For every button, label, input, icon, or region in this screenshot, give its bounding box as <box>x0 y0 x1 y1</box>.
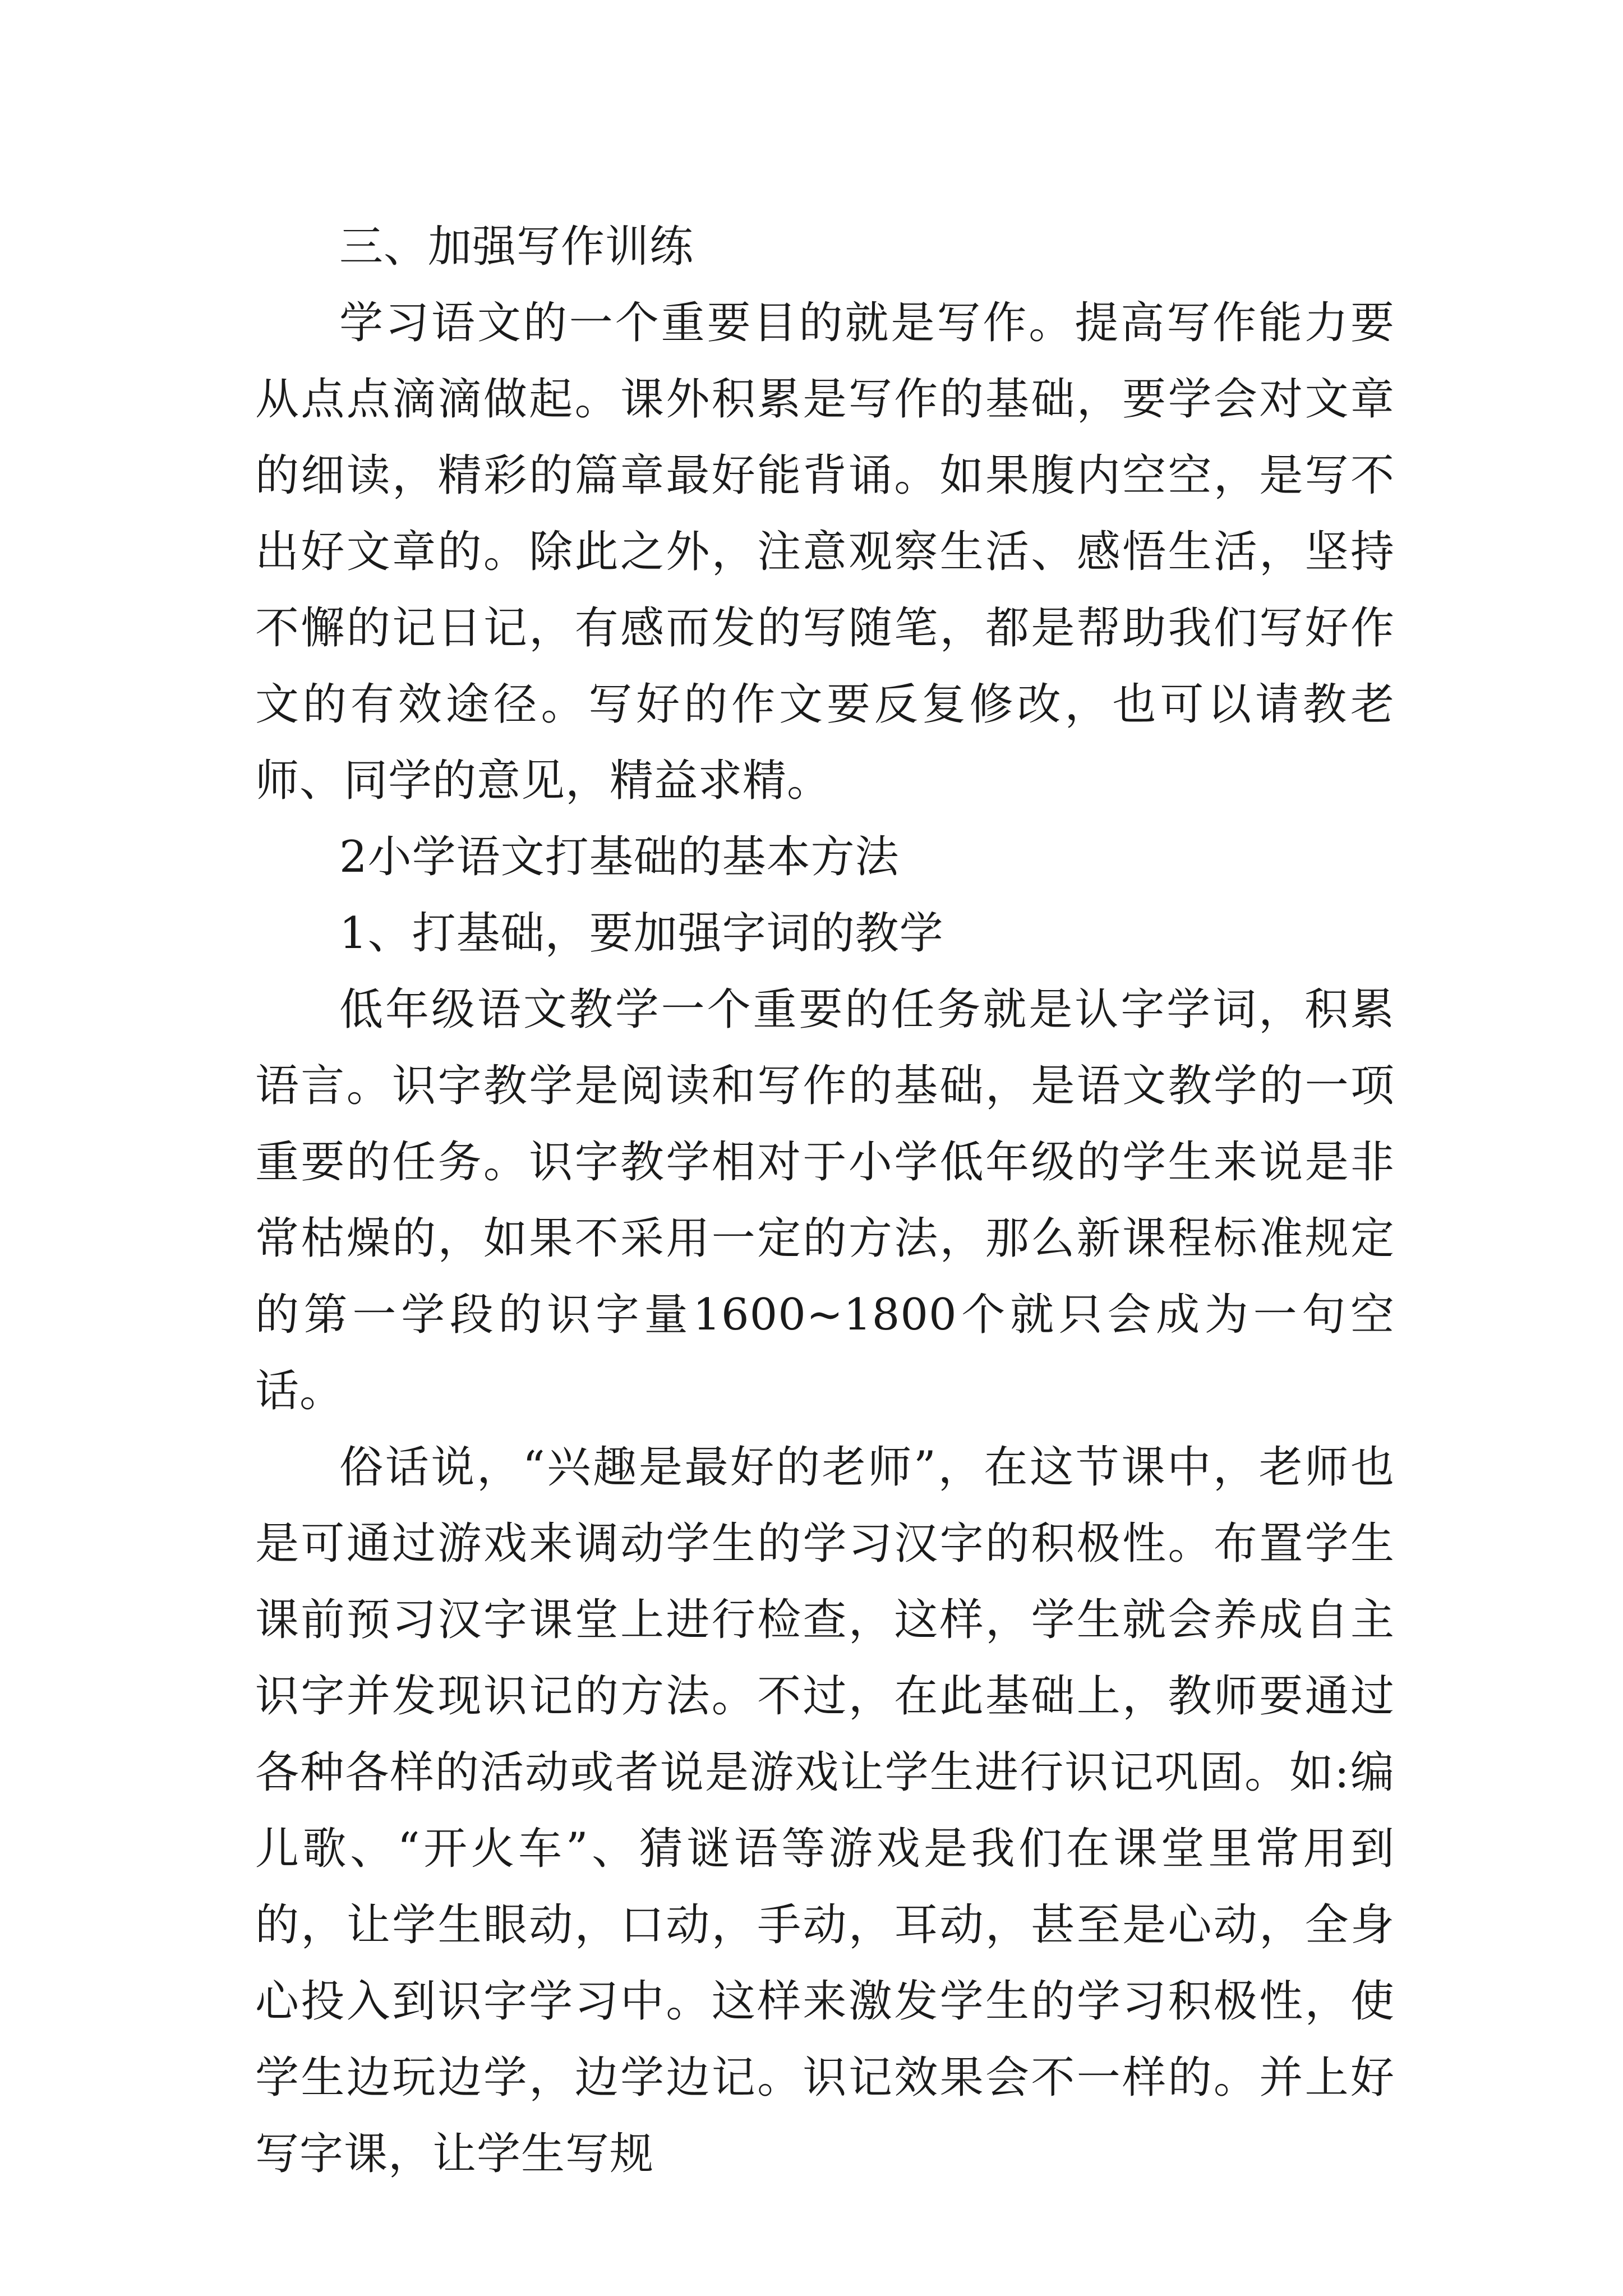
section-heading-basic-methods: 2小学语文打基础的基本方法 <box>339 832 900 882</box>
paragraph-literacy-teaching: 低年级语文教学一个重要的任务就是认字学词，积累语言。识字教学是阅读和写作的基础，是语文教学的一项重要的任务。识字教学相对于小学低年级的学生来说是非常枯燥的，如果不采用一定的方法，那么新课程标准规定的第一学段的识字量1600~1800个就只会成为一句空话。 <box>255 984 1395 1416</box>
paragraph-writing-practice: 学习语文的一个重要目的就是写作。提高写作能力要从点点滴滴做起。课外积累是写作的基础，要学会对文章的细读，精彩的篇章最好能背诵。如果腹内空空，是写不出好文章的。除此之外，注意观察生活、感悟生活，坚持不懈的记日记，有感而发的写随笔，都是帮助我们写好作文的有效途径。写好的作文要反复修改，也可以请教老师、同学的意见，精益求精。 <box>255 298 1395 806</box>
subheading-word-teaching: 1、打基础，要加强字词的教学 <box>339 908 944 959</box>
section-heading-writing-training: 三、加强写作训练 <box>339 222 694 272</box>
paragraph-interest-games: 俗话说，“兴趣是最好的老师”，在这节课中，老师也是可通过游戏来调动学生的学习汉字的积极性。布置学生课前预习汉字课堂上进行检查，这样，学生就会养成自主识字并发现识记的方法。不过，在此基础上，教师要通过各种各样的活动或者说是游戏让学生进行识记巩固。如:编儿歌、“开火车”、猜谜语等游戏是我们在课堂里常用到的，让学生眼动，口动，手动，耳动，甚至是心动，全身心投入到识字学习中。这样来激发学生的学习积极性，使学生边玩边学，边学边记。识记效果会不一样的。并上好写字课，让学生写规 <box>255 1442 1395 2179</box>
document-body <box>255 209 1395 2192</box>
